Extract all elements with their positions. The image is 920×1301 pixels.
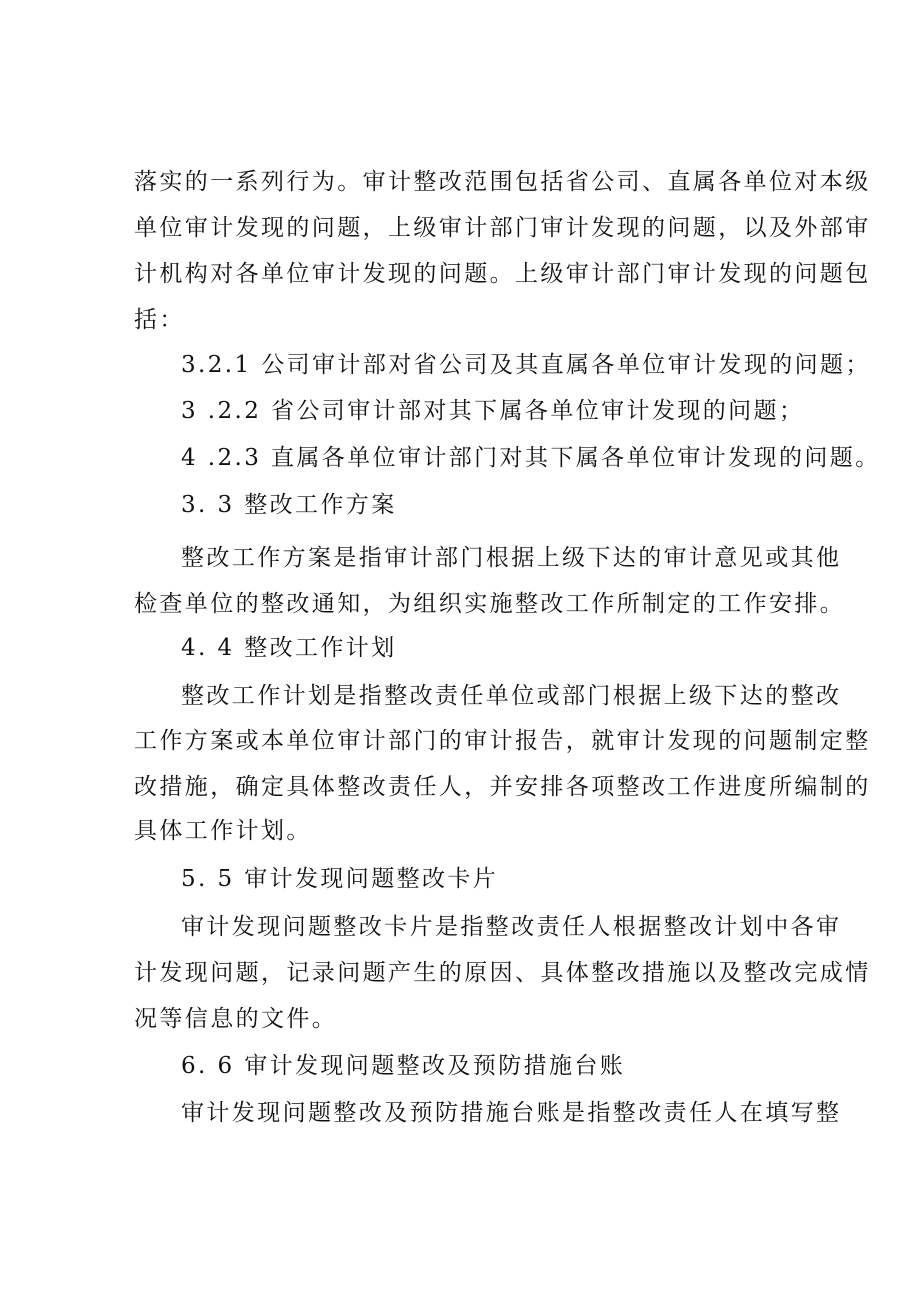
section-heading: 5. 5 审计发现问题整改卡片 bbox=[181, 866, 499, 892]
list-item: 3 .2.2 省公司审计部对其下属各单位审计发现的问题； bbox=[181, 398, 805, 424]
text-line: 计机构对各单位审计发现的问题。上级审计部门审计发现的问题包 bbox=[134, 261, 871, 287]
section-heading: 6. 6 审计发现问题整改及预防措施台账 bbox=[181, 1053, 626, 1079]
list-item: 4 .2.3 直属各单位审计部门对其下属各单位审计发现的问题。 bbox=[181, 445, 881, 471]
text-line: 审计发现问题整改卡片是指整改责任人根据整改计划中各审 bbox=[181, 914, 842, 940]
section-heading: 3. 3 整改工作方案 bbox=[181, 492, 397, 518]
text-line: 况等信息的文件。 bbox=[134, 1006, 338, 1032]
text-line: 具体工作计划。 bbox=[134, 818, 312, 844]
text-line: 整改工作方案是指审计部门根据上级下达的审计意见或其他 bbox=[181, 545, 842, 571]
text-line: 审计发现问题整改及预防措施台账是指整改责任人在填写整 bbox=[181, 1100, 842, 1126]
text-line: 单位审计发现的问题，上级审计部门审计发现的问题，以及外部审 bbox=[134, 215, 871, 241]
text-line: 工作方案或本单位审计部门的审计报告，就审计发现的问题制定整 bbox=[134, 728, 871, 754]
text-line: 落实的一系列行为。审计整改范围包括省公司、直属各单位对本级 bbox=[134, 169, 871, 195]
text-line: 检查单位的整改通知，为组织实施整改工作所制定的工作安排。 bbox=[134, 591, 846, 617]
section-heading: 4. 4 整改工作计划 bbox=[181, 635, 397, 661]
list-item: 3.2.1 公司审计部对省公司及其直属各单位审计发现的问题； bbox=[181, 352, 871, 378]
text-line: 改措施，确定具体整改责任人，并安排各项整改工作进度所编制的 bbox=[134, 774, 871, 800]
text-line: 计发现问题，记录问题产生的原因、具体整改措施以及整改完成情 bbox=[134, 960, 871, 986]
text-line: 整改工作计划是指整改责任单位或部门根据上级下达的整改 bbox=[181, 683, 842, 709]
text-line: 括： bbox=[134, 307, 185, 333]
